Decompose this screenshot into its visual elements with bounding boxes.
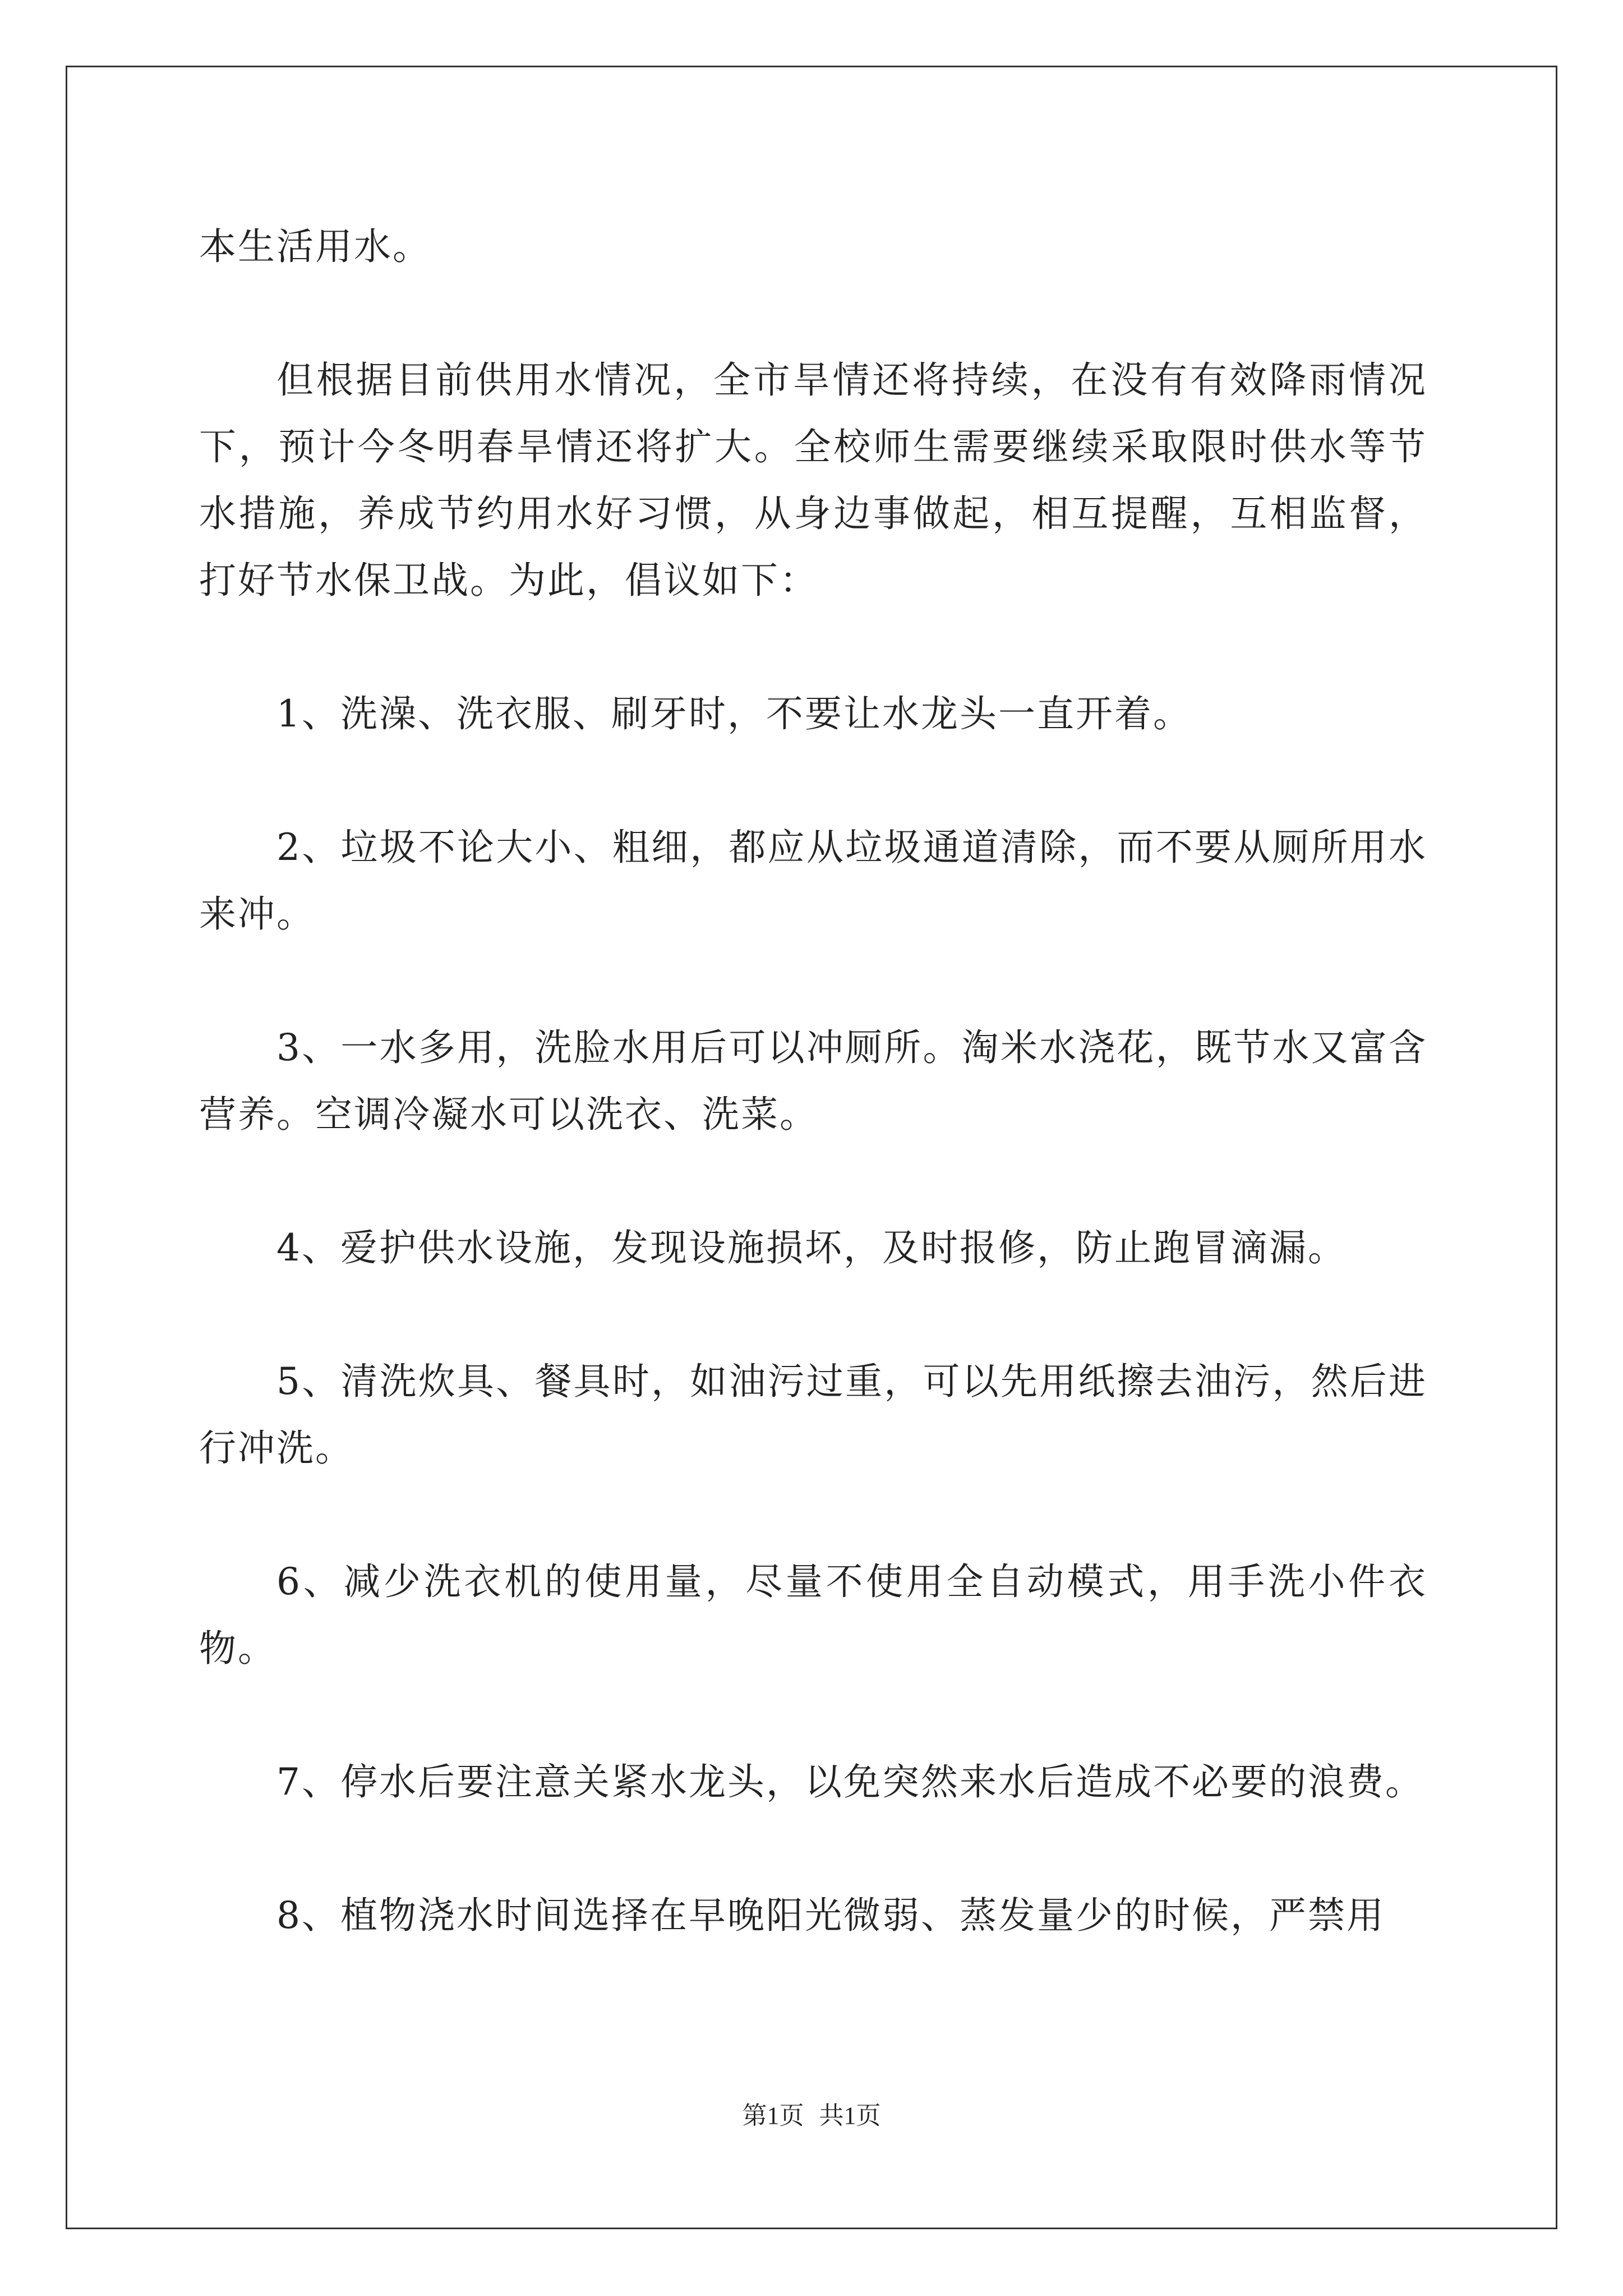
list-item-3: 3、一水多用，洗脸水用后可以冲厕所。淘米水浇花，既节水又富含营养。空调冷凝水可以洗衣、洗菜。 (199, 1026, 1427, 1136)
list-item-1: 1、洗澡、洗衣服、刷牙时，不要让水龙头一直开着。 (276, 692, 1192, 735)
list-item-7: 7、停水后要注意关紧水龙头，以免突然来水后造成不必要的浪费。 (276, 1760, 1424, 1803)
page-number: 第1页 (742, 2102, 804, 2129)
document-body (199, 213, 1427, 1949)
page-total: 共1页 (819, 2102, 881, 2129)
page-footer (0, 2095, 1623, 2131)
list-item-4: 4、爱护供水设施，发现设施损坏，及时报修，防止跑冒滴漏。 (276, 1226, 1347, 1269)
paragraph-continuation: 本生活用水。 (199, 225, 431, 268)
list-item-8: 8、植物浇水时间选择在早晚阳光微弱、蒸发量少的时候，严禁用 (276, 1894, 1385, 1937)
list-item-2: 2、垃圾不论大小、粗细，都应从垃圾通道清除，而不要从厕所用水来冲。 (199, 826, 1427, 936)
list-item-6: 6、减少洗衣机的使用量，尽量不使用全自动模式，用手洗小件衣物。 (199, 1560, 1427, 1670)
list-item-5: 5、清洗炊具、餐具时，如油污过重，可以先用纸擦去油污，然后进行冲洗。 (199, 1360, 1427, 1470)
paragraph-intro: 但根据目前供用水情况，全市旱情还将持续，在没有有效降雨情况下，预计今冬明春旱情还将扩大。全校师生需要继续采取限时供水等节水措施，养成节约用水好习惯，从身边事做起，相互提醒，互相监督，打好节水保卫战。为此，倡议如下： (199, 358, 1427, 602)
